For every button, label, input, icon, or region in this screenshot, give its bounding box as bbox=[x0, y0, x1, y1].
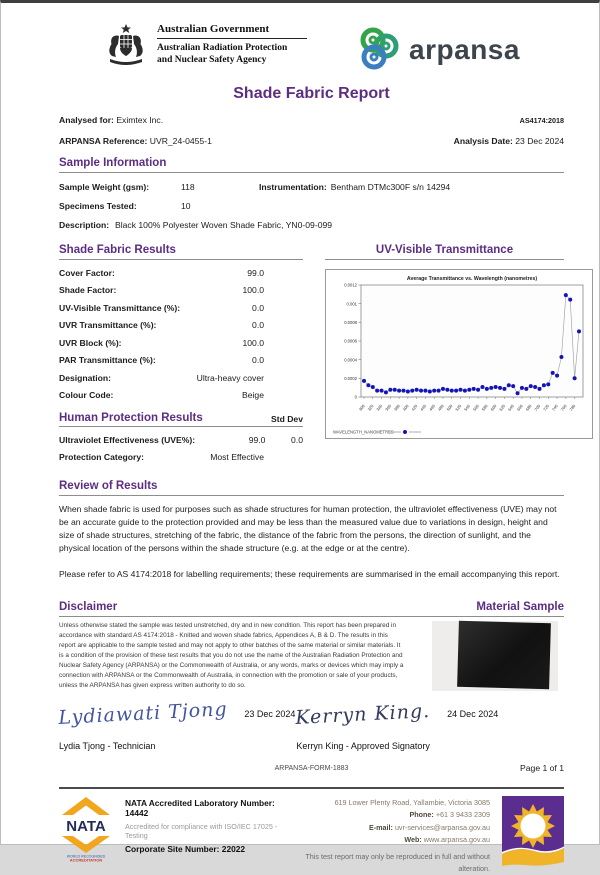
transmittance-chart bbox=[325, 269, 593, 439]
arpansa-rings-icon bbox=[355, 25, 403, 75]
svg-text:ACCREDITATION: ACCREDITATION bbox=[69, 857, 103, 863]
result-value: 0.0 bbox=[252, 302, 264, 313]
result-value: 99.0 bbox=[248, 434, 266, 445]
specimens-value: 10 bbox=[181, 201, 191, 211]
svg-text:500: 500 bbox=[445, 403, 454, 412]
std-dev-column-header: Std Dev bbox=[271, 414, 303, 424]
result-label: Ultraviolet Effectiveness (UVE%): bbox=[59, 434, 196, 445]
svg-text:380: 380 bbox=[392, 403, 401, 412]
result-label: UVR Block (%): bbox=[59, 337, 122, 348]
reproduction-note: This test report may only be reproduced in full and without alteration. bbox=[305, 852, 490, 874]
email-address: uvr-services@arpansa.gov.au bbox=[394, 822, 490, 832]
shade-result-row bbox=[59, 390, 303, 400]
chart-section-heading: UV-Visible Transmittance bbox=[325, 244, 564, 260]
svg-text:0.0006: 0.0006 bbox=[344, 338, 357, 344]
disclaimer-text: Unless otherwise stated the sample was tested unstretched, dry and in new condition. This report has been prepared in accordance with standard AS 4174:2018 - Knitted and woven shade fabrics, Appendices A, B & D. The results in this report are applicable to the sample tested and may not apply to other batches of the same material or similar materials. It is a condition of the provision of these test results that you do not use the name of the Australian Radiation Protection and Nuclear Safety Agency (ARPANSA) or the Commonwealth of Australia, or any words, marks or devices which may imply a connection with ARPANSA or the Commonwealth of Australia, in connection with the promotion or sale of your products, unless the ARPANSA has given express written authority to do so. bbox=[59, 622, 404, 689]
result-label: Colour Code: bbox=[59, 390, 114, 400]
human-protection-row bbox=[59, 435, 303, 445]
shade-results-rows bbox=[59, 268, 303, 401]
svg-text:560: 560 bbox=[471, 403, 480, 412]
shade-result-row bbox=[59, 355, 303, 365]
svg-text:0.0002: 0.0002 bbox=[344, 375, 357, 381]
result-label: Protection Category: bbox=[59, 452, 144, 462]
page-number: Page 1 of 1 bbox=[520, 763, 564, 774]
result-value: Beige bbox=[242, 390, 264, 400]
shade-result-row bbox=[59, 373, 303, 383]
svg-text:300: 300 bbox=[357, 403, 366, 412]
analysed-for: Analysed for: Eximtex Inc. bbox=[59, 115, 164, 125]
result-label: Shade Factor: bbox=[59, 285, 117, 295]
nata-logo-icon bbox=[59, 796, 113, 862]
result-label: PAR Transmittance (%): bbox=[59, 355, 156, 365]
review-heading: Review of Results bbox=[59, 480, 564, 496]
human-protection-heading-row bbox=[59, 412, 303, 427]
result-value: Most Effective bbox=[210, 452, 264, 462]
technician-sign-date: 23 Dec 2024 bbox=[244, 709, 296, 720]
fabric-swatch bbox=[457, 621, 551, 690]
arpansa-wordmark: arpansa bbox=[409, 34, 520, 65]
svg-text:600: 600 bbox=[489, 403, 498, 412]
svg-text:640: 640 bbox=[506, 403, 515, 412]
arpansa-sun-logo-icon bbox=[502, 796, 564, 868]
contact-block bbox=[295, 796, 490, 875]
human-protection-rows bbox=[59, 435, 303, 463]
disclaimer-section bbox=[59, 601, 564, 691]
australian-government-block bbox=[103, 23, 307, 69]
disclaimer-heading: Disclaimer bbox=[59, 601, 118, 614]
nata-lab-number: NATA Accredited Laboratory Number: 14442 bbox=[125, 798, 275, 819]
svg-text:700: 700 bbox=[533, 403, 542, 412]
gov-divider bbox=[157, 38, 307, 39]
form-footer-row bbox=[59, 765, 564, 779]
human-protection-row bbox=[59, 452, 303, 462]
svg-text:480: 480 bbox=[436, 403, 445, 412]
svg-text:WAVELENGTH_NANOMETRES: WAVELENGTH_NANOMETRES bbox=[333, 429, 394, 435]
analysis-date: Analysis Date: 23 Dec 2024 bbox=[453, 136, 564, 146]
svg-text:0.0012: 0.0012 bbox=[344, 282, 357, 288]
svg-text:780: 780 bbox=[568, 403, 577, 412]
result-value: 100.0 bbox=[242, 337, 264, 348]
gov-text-block bbox=[157, 23, 307, 67]
svg-text:440: 440 bbox=[419, 403, 428, 412]
accreditation-footer bbox=[59, 787, 564, 875]
material-sample-photo bbox=[432, 621, 558, 691]
svg-text:Average Transmittance vs. Wave: Average Transmittance vs. Wavelength (nanometres) bbox=[406, 276, 538, 282]
shade-results-heading: Shade Fabric Results bbox=[59, 244, 303, 260]
chart-column bbox=[325, 244, 577, 470]
shade-result-row bbox=[59, 320, 303, 330]
sample-weight-value: 118 bbox=[181, 182, 195, 192]
standard-reference: AS4174:2018 bbox=[519, 116, 564, 125]
sample-information-heading: Sample Information bbox=[59, 157, 564, 173]
svg-text:400: 400 bbox=[401, 403, 410, 412]
sample-weight-row: Sample Weight (gsm): 118 Instrumentation: Bentham DTMc300F s/n 14294 bbox=[59, 182, 451, 192]
sample-information-section bbox=[59, 157, 564, 230]
technician-name: Lydia Tjong - Technician bbox=[59, 741, 156, 752]
result-label: UV-Visible Transmittance (%): bbox=[59, 302, 181, 313]
shade-result-row bbox=[59, 268, 303, 278]
instrumentation-value: Bentham DTMc300F s/n 14294 bbox=[330, 182, 451, 192]
gov-agency-name: Australian Radiation Protection and Nuclear Safety Agency bbox=[157, 43, 288, 66]
signatory-sign-date: 24 Dec 2024 bbox=[447, 709, 499, 720]
svg-text:0.0004: 0.0004 bbox=[344, 357, 357, 363]
svg-text:320: 320 bbox=[366, 403, 375, 412]
web-address: www.arpansa.gov.au bbox=[423, 834, 490, 844]
technician-signature: Lydiawati Tjong bbox=[57, 698, 229, 730]
svg-text:760: 760 bbox=[559, 403, 568, 412]
nata-text-block bbox=[125, 796, 283, 854]
svg-text:NATA: NATA bbox=[66, 818, 106, 836]
svg-text:340: 340 bbox=[375, 403, 384, 412]
signatory-signature: Kerryn King. bbox=[295, 700, 431, 730]
australian-coat-of-arms-icon bbox=[103, 23, 149, 69]
result-value: 0.0 bbox=[252, 320, 264, 330]
signatory-name: Kerryn King - Approved Signatory bbox=[296, 741, 430, 752]
svg-text:0.0008: 0.0008 bbox=[344, 319, 357, 325]
nata-compliance: Accredited for compliance with ISO/IEC 17025 - Testing bbox=[125, 822, 278, 841]
report-header bbox=[59, 23, 564, 75]
email-line: E-mail: uvr-services@arpansa.gov.au bbox=[368, 822, 490, 832]
svg-text:0: 0 bbox=[354, 394, 357, 400]
shade-result-row bbox=[59, 303, 303, 313]
approved-signatory-block bbox=[295, 700, 564, 752]
shade-result-row bbox=[59, 285, 303, 295]
material-sample-heading: Material Sample bbox=[476, 601, 564, 614]
address-line: 619 Lower Plenty Road, Yallambie, Victoria 3085 bbox=[334, 798, 490, 808]
phone-line: Phone: +61 3 9433 2309 bbox=[409, 810, 490, 820]
svg-text:540: 540 bbox=[463, 403, 472, 412]
svg-text:0.001: 0.001 bbox=[346, 301, 357, 307]
svg-text:620: 620 bbox=[498, 403, 507, 412]
results-column bbox=[59, 244, 303, 470]
description-value: Black 100% Polyester Woven Shade Fabric, YN0-09-099 bbox=[115, 220, 333, 230]
technician-signature-block bbox=[57, 698, 296, 752]
svg-text:420: 420 bbox=[410, 403, 419, 412]
specimens-row: Specimens Tested: 10 bbox=[59, 201, 564, 211]
result-value: 99.0 bbox=[247, 267, 264, 278]
result-label: UVR Transmittance (%): bbox=[59, 320, 157, 330]
signatures-row bbox=[57, 698, 564, 752]
arpansa-logo-block bbox=[355, 25, 520, 75]
description-row: Description: Black 100% Polyester Woven Shade Fabric, YN0-09-099 bbox=[59, 220, 333, 230]
svg-text:680: 680 bbox=[524, 403, 533, 412]
meta-row-1 bbox=[59, 115, 564, 125]
page-title: Shade Fabric Report bbox=[233, 85, 390, 102]
form-number: ARPANSA-FORM-1883 bbox=[274, 765, 349, 773]
shade-result-row bbox=[59, 338, 303, 348]
svg-text:720: 720 bbox=[542, 403, 551, 412]
result-value: 0.0 bbox=[252, 355, 264, 365]
result-std: 0.0 bbox=[291, 434, 303, 445]
result-value: 100.0 bbox=[242, 285, 264, 295]
human-protection-heading: Human Protection Results bbox=[59, 412, 203, 424]
meta-row-2 bbox=[59, 136, 564, 146]
corporate-site-number: Corporate Site Number: 22022 bbox=[125, 844, 246, 855]
gov-title: Australian Government bbox=[157, 23, 270, 35]
review-paragraph-2: Please refer to AS 4174:2018 for labelling requirements; these requirements are summarised in the email accompanying this report. bbox=[59, 568, 560, 579]
web-line: Web: www.arpansa.gov.au bbox=[404, 834, 490, 844]
disclaimer-heading-row bbox=[59, 601, 564, 617]
svg-text:WORLD RECOGNISED: WORLD RECOGNISED bbox=[66, 854, 106, 859]
svg-text:460: 460 bbox=[427, 403, 436, 412]
svg-text:360: 360 bbox=[384, 403, 393, 412]
result-label: Designation: bbox=[59, 372, 112, 383]
svg-text:660: 660 bbox=[515, 403, 524, 412]
review-paragraph-1: When shade fabric is used for purposes such as shade structures for human protection, the ultraviolet effectiveness (UVE) may not be an accurate guide to the protection provided and may be less than the measured value due to variations in design, height and size of shade structures, stretching of the fabric, the distance of the fabric from the persons, the direction of sunlight, and the physical location of the persons within the shade structure (e.g. at the edge or at the centre). bbox=[59, 503, 557, 554]
result-label: Cover Factor: bbox=[59, 267, 115, 278]
arpansa-reference: ARPANSA Reference: UVR_24-0455-1 bbox=[59, 136, 212, 146]
review-of-results-section bbox=[59, 480, 564, 582]
result-value: Ultra-heavy cover bbox=[196, 372, 264, 383]
svg-text:580: 580 bbox=[480, 403, 489, 412]
svg-text:740: 740 bbox=[550, 403, 559, 412]
svg-text:520: 520 bbox=[454, 403, 463, 412]
